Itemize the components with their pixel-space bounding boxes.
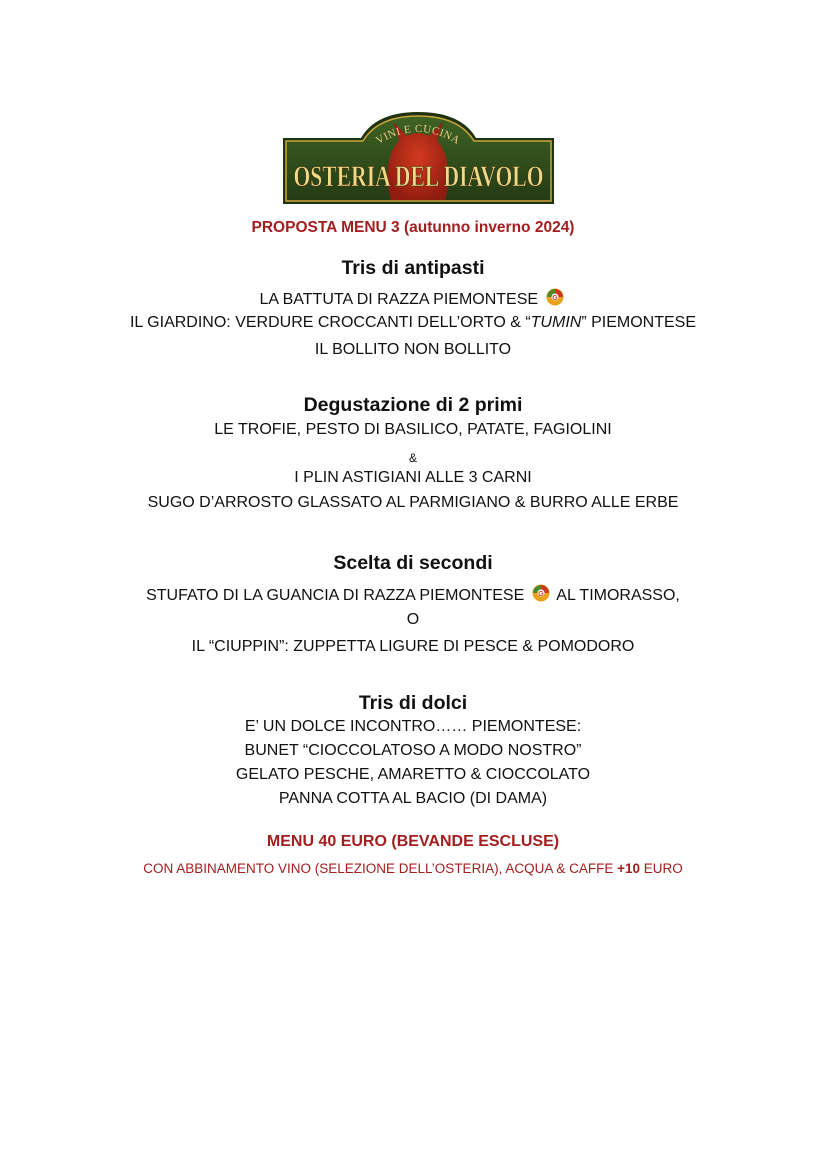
- svg-text:G: G: [551, 295, 558, 302]
- dolci-item: E’ UN DOLCE INCONTRO…… PIEMONTESE:: [244, 718, 582, 735]
- wine-pairing: [0, 861, 826, 876]
- primi-item: LE TROFIE, PESTO DI BASILICO, PATATE, FAGIOLINI: [214, 421, 612, 438]
- dolci-title: Tris di dolci: [358, 692, 468, 714]
- logo-main-text: OSTERIA DEL DIAVOLO: [293, 160, 544, 193]
- antipasti-item-text: ” PIEMONTESE: [581, 314, 696, 331]
- antipasti-item-italic: TUMIN: [530, 314, 582, 331]
- secondi-item: [0, 583, 826, 605]
- secondi-item-text: AL TIMORASSO,: [556, 587, 680, 604]
- primi-title: Degustazione di 2 primi: [303, 394, 523, 416]
- antipasti-item: IL BOLLITO NON BOLLITO: [314, 341, 512, 358]
- secondi-item: IL “CIUPPIN”: ZUPPETTA LIGURE DI PESCE & POMODORO: [191, 638, 635, 655]
- secondi-item-text: STUFATO DI LA GUANCIA DI RAZZA PIEMONTESE: [146, 587, 525, 604]
- osteria-logo: [281, 108, 556, 206]
- slow-food-badge-icon: [545, 287, 565, 307]
- wine-pairing-unit: EURO: [640, 861, 683, 876]
- antipasti-item-text: IL GIARDINO: VERDURE CROCCANTI DELL’ORTO & “: [129, 314, 531, 331]
- primi-item: SUGO D’ARROSTO GLASSATO AL PARMIGIANO & BURRO ALLE ERBE: [147, 494, 679, 511]
- antipasti-item: [0, 314, 826, 332]
- proposal-title: PROPOSTA MENU 3 (autunno inverno 2024): [251, 219, 575, 236]
- logo-graphic: [281, 108, 556, 206]
- primi-item: I PLIN ASTIGIANI ALLE 3 CARNI: [294, 469, 532, 486]
- secondi-title: Scelta di secondi: [333, 552, 493, 574]
- primi-separator: &: [408, 451, 417, 465]
- antipasti-item-text: LA BATTUTA DI RAZZA PIEMONTESE: [259, 291, 539, 308]
- wine-pairing-amount: +10: [617, 861, 640, 876]
- antipasti-item: [0, 287, 826, 309]
- dolci-item: BUNET “CIOCCOLATOSO A MODO NOSTRO”: [244, 742, 582, 759]
- dolci-item: PANNA COTTA AL BACIO (DI DAMA): [278, 790, 548, 807]
- svg-text:G: G: [537, 591, 544, 598]
- secondi-separator: O: [406, 611, 420, 628]
- menu-price: MENU 40 EURO (BEVANDE ESCLUSE): [266, 833, 560, 850]
- slow-food-badge-icon: [531, 583, 551, 603]
- dolci-item: GELATO PESCHE, AMARETTO & CIOCCOLATO: [235, 766, 591, 783]
- wine-pairing-text: CON ABBINAMENTO VINO (SELEZIONE DELL’OSTERIA), ACQUA & CAFFE: [143, 861, 618, 876]
- antipasti-title: Tris di antipasti: [341, 257, 485, 279]
- logo-top-text: VINI E CUCINA: [373, 122, 463, 147]
